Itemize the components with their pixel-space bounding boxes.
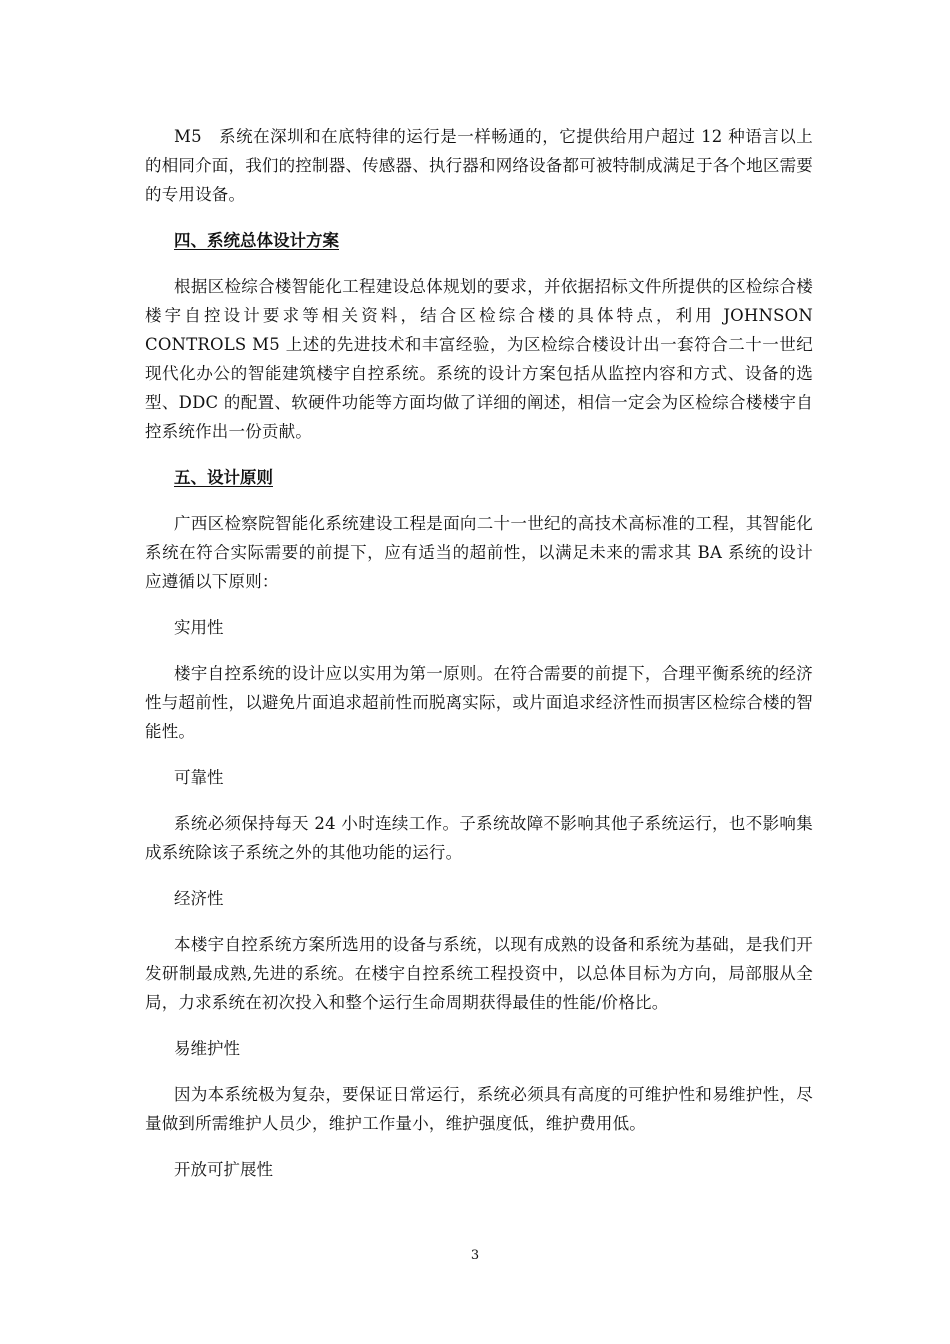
paragraph-m5-operation: M5 系统在深圳和在底特律的运行是一样畅通的，它提供给用户超过 12 种语言以上的相同介面，我们的控制器、传感器、执行器和网络设备都可被特制成满足于各个地区需要的专用设备。 [145, 127, 813, 204]
subheading-maintainability: 易维护性 [174, 1039, 240, 1058]
paragraph-principles-intro: 广西区检察院智能化系统建设工程是面向二十一世纪的高技术高标准的工程，其智能化系统在符合实际需要的前提下，应有适当的超前性，以满足未来的需求其 BA 系统的设计应遵循以下原则： [145, 514, 813, 591]
section-heading-design-principles: 五、设计原则 [174, 468, 273, 487]
page-number: 3 [470, 1248, 480, 1263]
paragraph-design-overview: 根据区检综合楼智能化工程建设总体规划的要求，并依据招标文件所提供的区检综合楼楼宇自控设计要求等相关资料，结合区检综合楼的具体特点，利用 JOHNSON CONTROLS M5 上述的先进技术和丰富经验，为区检综合楼设计出一套符合二十一世纪现代化办公的智能建筑楼宇自控系统。系统的设计方案包括从监控内容和方式、设备的选型、DDC 的配置、软硬件功能等方面均做了详细的阐述，相信一定会为区检综合楼楼宇自控系统作出一份贡献。 [145, 277, 813, 441]
document-body [145, 122, 813, 1201]
section-heading-overall-design: 四、系统总体设计方案 [174, 231, 339, 250]
paragraph-reliability: 系统必须保持每天 24 小时连续工作。子系统故障不影响其他子系统运行，也不影响集成系统除该子系统之外的其他功能的运行。 [145, 814, 813, 862]
paragraph-practicality: 楼宇自控系统的设计应以实用为第一原则。在符合需要的前提下，合理平衡系统的经济性与超前性，以避免片面追求超前性而脱离实际，或片面追求经济性而损害区检综合楼的智能性。 [145, 664, 813, 741]
subheading-reliability: 可靠性 [174, 768, 224, 787]
subheading-economy: 经济性 [174, 889, 224, 908]
subheading-practicality: 实用性 [174, 618, 224, 637]
subheading-openness-extensibility: 开放可扩展性 [174, 1160, 273, 1179]
paragraph-economy: 本楼宇自控系统方案所选用的设备与系统，以现有成熟的设备和系统为基础，是我们开发研制最成熟,先进的系统。在楼宇自控系统工程投资中，以总体目标为方向，局部服从全局，力求系统在初次投入和整个运行生命周期获得最佳的性能/价格比。 [145, 935, 813, 1012]
paragraph-maintainability: 因为本系统极为复杂，要保证日常运行，系统必须具有高度的可维护性和易维护性，尽量做到所需维护人员少，维护工作量小，维护强度低，维护费用低。 [145, 1085, 813, 1133]
